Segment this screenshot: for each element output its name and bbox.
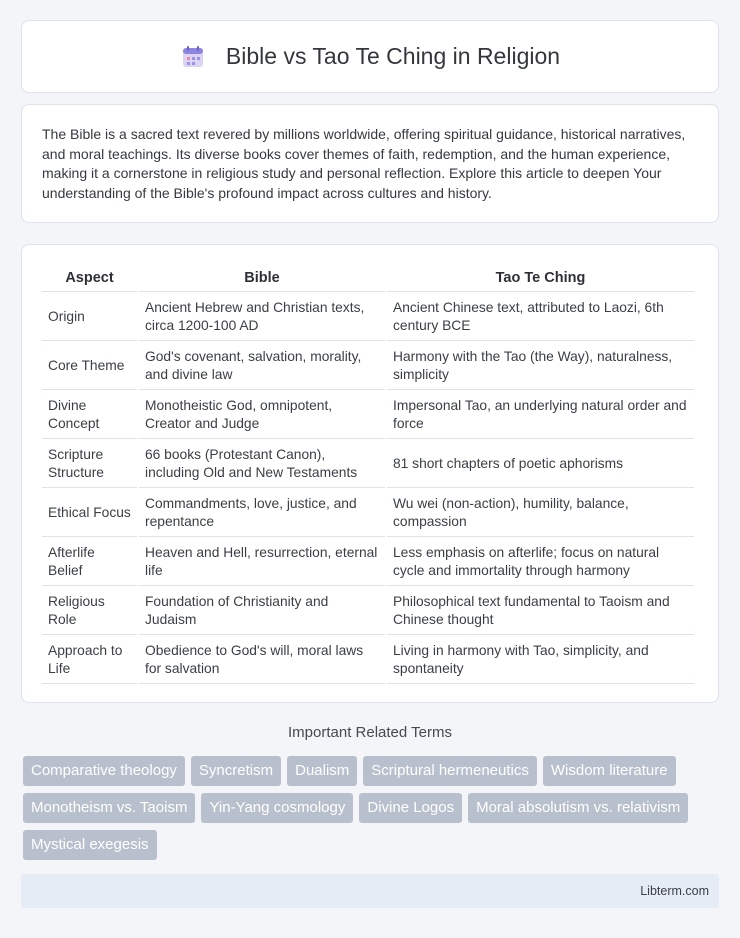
cell-tao: Philosophical text fundamental to Taoism and Chinese thought bbox=[387, 588, 694, 635]
header-card bbox=[21, 20, 719, 93]
cell-aspect: Ethical Focus bbox=[42, 490, 137, 537]
cell-tao: Less emphasis on afterlife; focus on natural cycle and immortality through harmony bbox=[387, 539, 694, 586]
footer bbox=[21, 874, 719, 908]
table-row bbox=[42, 490, 694, 537]
header-bible: Bible bbox=[139, 265, 385, 292]
cell-tao: Harmony with the Tao (the Way), naturalness, simplicity bbox=[387, 343, 694, 390]
related-term-tag[interactable]: Moral absolutism vs. relativism bbox=[468, 793, 688, 823]
related-terms-list bbox=[23, 756, 723, 860]
table-row bbox=[42, 588, 694, 635]
cell-bible: Foundation of Christianity and Judaism bbox=[139, 588, 385, 635]
table-row bbox=[42, 637, 694, 684]
related-term-tag[interactable]: Mystical exegesis bbox=[23, 830, 157, 860]
table-row bbox=[42, 392, 694, 439]
related-term-tag[interactable]: Divine Logos bbox=[359, 793, 462, 823]
table-header-row bbox=[42, 265, 694, 292]
page-title: Bible vs Tao Te Ching in Religion bbox=[225, 43, 561, 69]
comparison-card bbox=[21, 244, 719, 703]
related-term-tag[interactable]: Comparative theology bbox=[23, 756, 185, 786]
cell-aspect: Divine Concept bbox=[42, 392, 137, 439]
cell-bible: Heaven and Hell, resurrection, eternal life bbox=[139, 539, 385, 586]
cell-tao: Ancient Chinese text, attributed to Laozi, 6th century BCE bbox=[387, 294, 694, 341]
cell-bible: Obedience to God's will, moral laws for salvation bbox=[139, 637, 385, 684]
related-term-tag[interactable]: Scriptural hermeneutics bbox=[363, 756, 537, 786]
intro-card bbox=[21, 104, 719, 223]
calendar-icon bbox=[180, 44, 206, 70]
related-term-tag[interactable]: Monotheism vs. Taoism bbox=[23, 793, 195, 823]
cell-aspect: Afterlife Belief bbox=[42, 539, 137, 586]
related-term-tag[interactable]: Yin-Yang cosmology bbox=[201, 793, 353, 823]
cell-aspect: Religious Role bbox=[42, 588, 137, 635]
cell-bible: 66 books (Protestant Canon), including Old and New Testaments bbox=[139, 441, 385, 488]
cell-tao: 81 short chapters of poetic aphorisms bbox=[387, 441, 694, 488]
cell-bible: Commandments, love, justice, and repentance bbox=[139, 490, 385, 537]
footer-brand[interactable]: Libterm.com bbox=[640, 884, 709, 898]
related-terms-title: Important Related Terms bbox=[288, 724, 452, 741]
cell-tao: Impersonal Tao, an underlying natural order and force bbox=[387, 392, 694, 439]
cell-aspect: Approach to Life bbox=[42, 637, 137, 684]
table-row bbox=[42, 343, 694, 390]
header-tao: Tao Te Ching bbox=[387, 265, 694, 292]
table-row bbox=[42, 539, 694, 586]
intro-text: The Bible is a sacred text revered by millions worldwide, offering spiritual guidance, historical narratives, and moral teachings. Its diverse books cover themes of faith, redemption, and the human experience, making it a cornerstone in religious study and personal reflection. Explore this article to deepen Your understanding of the Bible's profound impact across cultures and history. bbox=[42, 126, 686, 201]
cell-aspect: Origin bbox=[42, 294, 137, 341]
table-row bbox=[42, 441, 694, 488]
cell-bible: Ancient Hebrew and Christian texts, circa 1200-100 AD bbox=[139, 294, 385, 341]
cell-bible: God's covenant, salvation, morality, and divine law bbox=[139, 343, 385, 390]
cell-aspect: Scripture Structure bbox=[42, 441, 137, 488]
header-aspect: Aspect bbox=[42, 265, 137, 292]
table-row bbox=[42, 294, 694, 341]
related-term-tag[interactable]: Syncretism bbox=[191, 756, 281, 786]
comparison-table bbox=[40, 263, 696, 686]
cell-bible: Monotheistic God, omnipotent, Creator and Judge bbox=[139, 392, 385, 439]
cell-aspect: Core Theme bbox=[42, 343, 137, 390]
related-term-tag[interactable]: Dualism bbox=[287, 756, 357, 786]
cell-tao: Wu wei (non-action), humility, balance, compassion bbox=[387, 490, 694, 537]
cell-tao: Living in harmony with Tao, simplicity, and spontaneity bbox=[387, 637, 694, 684]
related-term-tag[interactable]: Wisdom literature bbox=[543, 756, 676, 786]
